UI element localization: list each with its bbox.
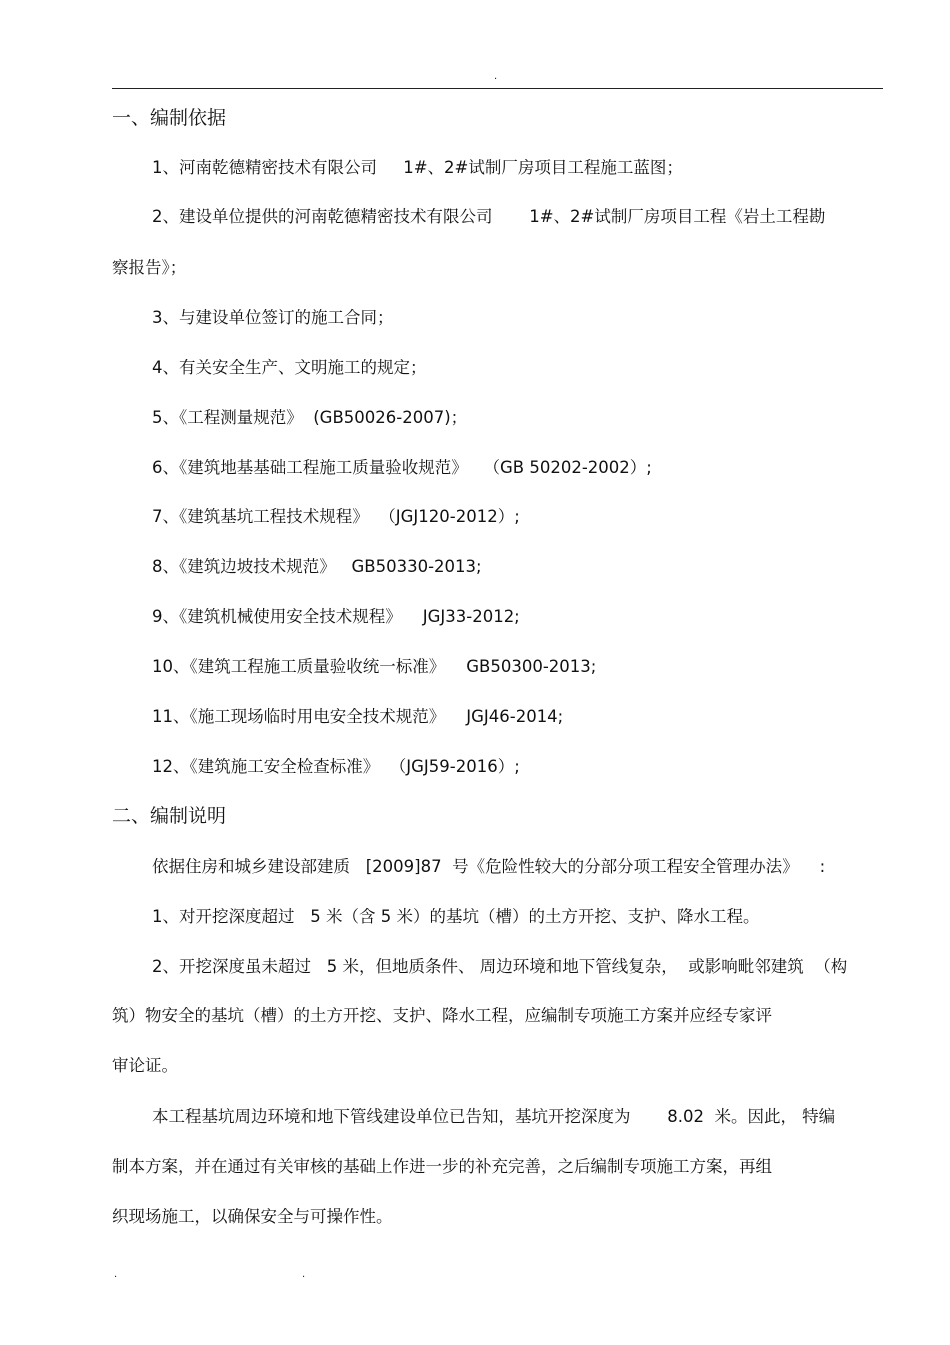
description-line-6: 本工程基坑周边环境和地下管线建设单位已告知，基坑开挖深度为 8.02 米。因此， 特编 <box>152 1107 836 1126</box>
description-line-7: 制本方案，并在通过有关审核的基础上作进一步的补充完善，之后编制专项施工方案，再组 <box>112 1157 772 1176</box>
footer-dot-right: . <box>302 1269 306 1280</box>
basis-item-5: 5、《工程测量规范》 (GB50026-2007)； <box>152 408 468 427</box>
basis-item-7: 7、《建筑基坑工程技术规程》 （JGJ120-2012）; <box>152 507 520 526</box>
basis-item-1: 1、河南乾德精密技术有限公司 1#、2#试制厂房项目工程施工蓝图； <box>152 158 683 177</box>
footer-dot-left: . <box>114 1269 118 1280</box>
basis-item-4: 4、有关安全生产、文明施工的规定； <box>152 358 427 377</box>
description-line-5: 审论证。 <box>112 1056 178 1075</box>
basis-item-6: 6、《建筑地基基础工程施工质量验收规范》 （GB 50202-2002）; <box>152 458 652 477</box>
basis-item-2: 2、建设单位提供的河南乾德精密技术有限公司 1#、2#试制厂房项目工程《岩土工程勘 <box>152 207 826 226</box>
basis-item-11: 11、《施工现场临时用电安全技术规范》 JGJ46-2014; <box>152 707 564 726</box>
basis-item-12: 12、《建筑施工安全检查标准》 （JGJ59-2016）; <box>152 757 520 776</box>
description-line-1: 依据住房和城乡建设部建质 [2009]87 号《危险性较大的分部分项工程安全管理办法》 : <box>152 857 826 876</box>
header-rule <box>112 88 883 89</box>
header-dot: . <box>494 71 498 82</box>
basis-item-9: 9、《建筑机械使用安全技术规程》 JGJ33-2012; <box>152 607 520 626</box>
description-line-2: 1、对开挖深度超过 5 米（含 5 米）的基坑（槽）的土方开挖、支护、降水工程。 <box>152 907 760 926</box>
basis-item-8: 8、《建筑边坡技术规范》 GB50330-2013; <box>152 557 482 576</box>
basis-item-3: 3、与建设单位签订的施工合同； <box>152 308 394 327</box>
description-line-3: 2、开挖深度虽未超过 5 米，但地质条件、 周边环境和地下管线复杂， 或影响毗邻建筑 （构 <box>152 957 848 976</box>
basis-item-2-cont: 察报告》； <box>112 258 187 277</box>
basis-item-10: 10、《建筑工程施工质量验收统一标准》 GB50300-2013; <box>152 657 597 676</box>
section-heading-basis: 一、编制依据 <box>112 107 227 129</box>
description-line-4: 筑）物安全的基坑（槽）的土方开挖、支护、降水工程，应编制专项施工方案并应经专家评 <box>112 1006 772 1025</box>
description-line-8: 织现场施工，以确保安全与可操作性。 <box>112 1207 393 1226</box>
section-heading-description: 二、编制说明 <box>112 805 227 827</box>
